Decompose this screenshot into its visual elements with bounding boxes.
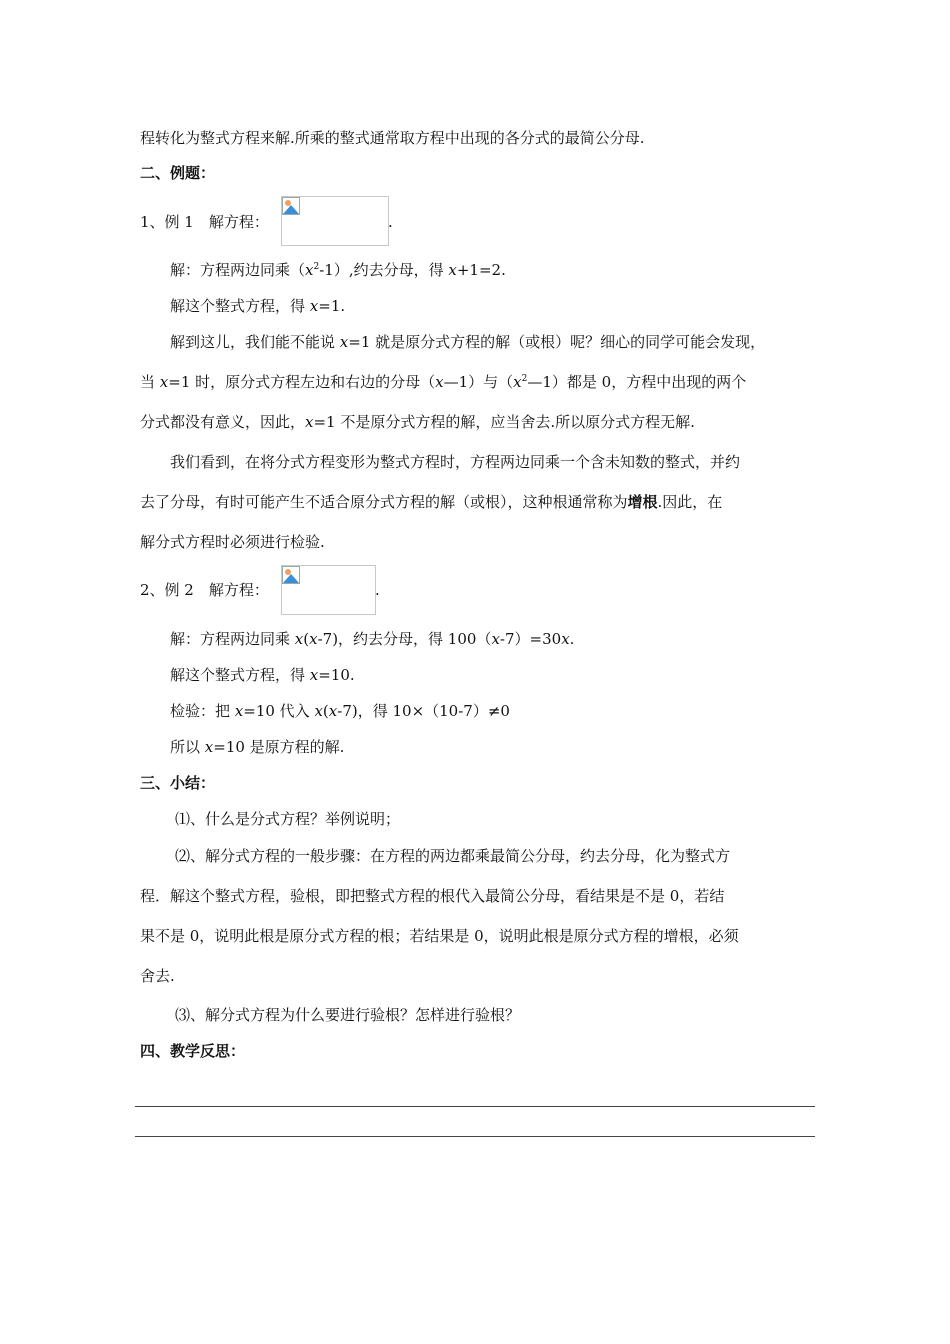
extraneous-root-para-line2: 去了分母，有时可能产生不适合原分式方程的解（或根），这种根通常称为增根.因此，在: [140, 493, 723, 511]
term-extraneous-root: 增根: [627, 493, 658, 511]
example1-period: .: [388, 213, 393, 231]
example2-equation-image: [281, 565, 376, 615]
section-title-summary: 三、小结：: [140, 774, 216, 792]
example2-solution-line1: 解：方程两边同乘 x(x-7)，约去分母，得 100（x-7）=30x.: [170, 630, 575, 648]
extraneous-root-para-line1: 我们看到，在将分式方程变形为整式方程时，方程两边同乘一个含未知数的整式，并约: [170, 453, 741, 471]
example2-conclusion-line: 所以 x=10 是原方程的解.: [170, 738, 345, 756]
example1-discussion-line1: 解到这儿，我们能不能说 x=1 就是原分式方程的解（或根）呢？细心的同学可能会发现，: [170, 333, 766, 351]
broken-image-icon: [282, 197, 300, 215]
example1-solution-line2: 解这个整式方程，得 x=1.: [170, 297, 346, 315]
example2-check-line: 检验：把 x=10 代入 x(x-7)，得 10×（10-7）≠0: [170, 702, 510, 720]
intro-line: 程转化为整式方程来解.所乘的整式通常取方程中出现的各分式的最简公分母.: [140, 129, 645, 147]
summary-item-1: ⑴、什么是分式方程？举例说明；: [175, 810, 401, 828]
summary-item-3: ⑶、解分式方程为什么要进行验根？怎样进行验根？: [175, 1006, 521, 1024]
summary-item-2-line4: 舍去.: [140, 967, 175, 985]
example2-label: 2、例 2 解方程：: [140, 581, 269, 599]
example1-label: 1、例 1 解方程：: [140, 213, 269, 231]
example1-discussion-line3: 分式都没有意义，因此，x=1 不是原分式方程的解，应当舍去.所以原分式方程无解.: [140, 413, 695, 431]
broken-image-icon: [282, 566, 300, 584]
section-title-reflection: 四、教学反思：: [140, 1042, 246, 1060]
example1-equation-image: [281, 196, 389, 246]
reflection-rule-1: [135, 1106, 815, 1107]
summary-item-2-line3: 果不是 0，说明此根是原分式方程的根；若结果是 0，说明此根是原分式方程的增根，必须: [140, 927, 739, 945]
example1-solution-line1: 解：方程两边同乘$(x^2-1)$,约去分母，得 x+1=2.: [170, 261, 506, 279]
summary-item-2-line1: ⑵、解分式方程的一般步骤：在方程的两边都乘最简公分母，约去分母，化为整式方: [175, 847, 731, 865]
example2-solution-line2: 解这个整式方程，得 x=10.: [170, 666, 355, 684]
example2-period: .: [375, 581, 380, 599]
example1-discussion-line2: 当 x=1 时，原分式方程左边和右边的分母（x—1）与$(x^2—1)$都是 0，方程中出现的两个: [140, 373, 747, 391]
section-title-examples: 二、例题：: [140, 164, 216, 182]
extraneous-root-para-line3: 解分式方程时必须进行检验.: [140, 533, 325, 551]
reflection-rule-2: [135, 1136, 815, 1137]
summary-item-2-line2: 程．解这个整式方程，验根，即把整式方程的根代入最简公分母，看结果是不是 0，若结: [140, 887, 725, 905]
